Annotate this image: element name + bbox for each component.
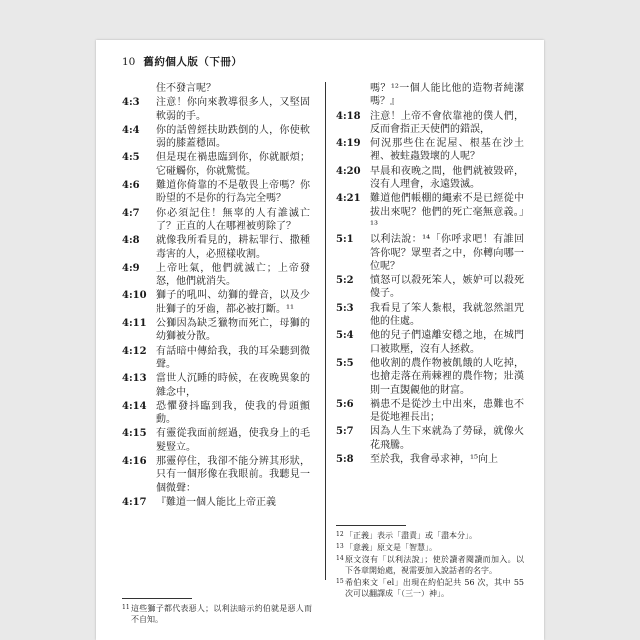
column-divider: [325, 82, 326, 580]
footnotes-left: [122, 603, 312, 626]
verse-reference: 4:14: [122, 400, 147, 412]
verse-reference: 5:3: [336, 302, 354, 314]
verse-reference: [336, 82, 370, 109]
verse: [336, 137, 524, 164]
verse-reference: 4:8: [122, 235, 140, 247]
footnote-number: 13: [336, 543, 344, 550]
verse: [336, 357, 524, 397]
verse: [336, 274, 524, 301]
verse-text: 因為人生下來就為了勞碌，就像火花飛騰。: [370, 426, 524, 451]
verse-text: 就像我所看見的，耕耘罪行、撒種毒害的人，必照樣收割。: [156, 235, 310, 260]
verse: [122, 372, 310, 399]
verse-text: 住不發言呢？: [156, 83, 216, 94]
footnote-number: 12: [336, 531, 344, 538]
verse-text: 公獅因為缺乏獵物而死亡，母獅的幼獅被分散。: [156, 318, 310, 343]
verse: [122, 179, 310, 206]
verse: [122, 345, 310, 372]
footnote: [122, 603, 312, 625]
book-title: 舊約個人版（下冊）: [143, 56, 243, 68]
verse-reference: 5:4: [336, 330, 354, 342]
footnote: [336, 554, 524, 576]
verse: [336, 453, 524, 466]
verse-text: 嗎？¹²一個人能比他的造物者純潔嗎？』: [370, 83, 524, 108]
verse: [122, 317, 310, 344]
verse-text: 我看見了笨人紮根，我就忽然詛咒他的住處。: [370, 302, 524, 328]
verse: [122, 427, 310, 454]
verse-text: 有靈從我面前經過，使我身上的毛髮豎立。: [156, 428, 310, 453]
book-page: [96, 40, 544, 640]
verse-text: 獅子的吼叫、幼獅的聲音，以及少壯獅子的牙齒，都必被打斷。¹¹: [156, 290, 310, 315]
footnote-text: 原文沒有「以利法說」；使於讀者閱讀而加入。以下各章開始處，視需要加入說話者的名字。: [345, 555, 524, 575]
verse-text: 他收割的農作物被飢餓的人吃掉，也搶走落在荊棘裡的農作物；壯漢則一直覬覦他的財富。: [370, 357, 524, 396]
footnotes-right: [336, 530, 524, 600]
verse: [122, 234, 310, 261]
verse: [336, 110, 524, 137]
footnote-text: 希伯來文「el」出現在約伯記共 56 次，其中 55 次可以翻譯成「（三一）神」。: [345, 578, 524, 598]
verse: [122, 207, 310, 234]
footnote-number: 14: [336, 555, 344, 562]
verse: [336, 192, 524, 232]
verse: [122, 151, 310, 178]
verse-reference: 5:2: [336, 275, 354, 287]
footnote-separator-left: [122, 598, 192, 599]
verse-reference: 4:5: [122, 152, 140, 164]
verse: [336, 398, 524, 425]
verse-reference: 4:13: [122, 373, 147, 385]
verse-text: 難道他們帳棚的繩索不是已經從中拔出來呢？他們的死亡毫無意義。」¹³: [370, 193, 524, 231]
verse-text: 禍患不是從沙土中出來，患難也不是從地裡長出；: [370, 398, 524, 424]
verse: [122, 496, 310, 509]
footnote: [336, 530, 524, 541]
verse-reference: 5:8: [336, 454, 354, 466]
verse: [122, 124, 310, 151]
verse-reference: 4:21: [336, 193, 361, 205]
verse-text: 以利法說：¹⁴「你呼求吧！有誰回答你呢？眾聖者之中，你轉向哪一位呢？: [370, 234, 524, 272]
verse-reference: 4:19: [336, 138, 361, 150]
verse-reference: 4:17: [122, 496, 147, 508]
footnote-separator-right: [336, 525, 406, 526]
verse-reference: 4:20: [336, 165, 361, 177]
verse-text: 注意！你向來教導很多人，又堅固軟弱的手。: [156, 97, 310, 122]
footnote-text: 「意義」原文是「智慧」。: [345, 543, 437, 552]
verse-text: 他的兒子們遠離安穩之地，在城門口被欺壓，沒有人拯救。: [370, 330, 524, 355]
verse-reference: 4:11: [122, 318, 147, 330]
running-header: [122, 53, 524, 71]
verse-text: 注意！上帝不會依靠祂的僕人們，反而會指正天使們的錯誤，: [370, 110, 524, 135]
verse-reference: 5:6: [336, 398, 354, 410]
verse-reference: 4:18: [336, 110, 361, 122]
right-text-column: [336, 82, 524, 467]
footnote: [336, 577, 524, 599]
verse: [122, 96, 310, 123]
verse-text: 上帝吐氣，他們就滅亡；上帝發怒，他們就消失。: [156, 262, 310, 288]
footnote-text: 這些獅子都代表惡人；以利法暗示約伯就是惡人而不自知。: [131, 604, 312, 624]
verse: [336, 82, 524, 109]
page-number: 10: [122, 56, 136, 68]
verse-text: 那靈停住，我卻不能分辨其形狀，只有一個形像在我眼前。我聽見一個微聲：: [156, 456, 310, 494]
verse-reference: 4:4: [122, 124, 140, 136]
verse-reference: [122, 82, 156, 95]
footnote: [336, 542, 524, 553]
verse-reference: 4:6: [122, 180, 140, 192]
verse: [122, 400, 310, 427]
verse-text: 你的話曾經扶助跌倒的人，你使軟弱的膝蓋穩固。: [156, 124, 310, 150]
verse-reference: 5:5: [336, 357, 354, 369]
verse: [122, 455, 310, 495]
verse-reference: 4:10: [122, 290, 147, 302]
verse-reference: 4:15: [122, 428, 147, 440]
verse-text: 至於我，我會尋求神，¹⁵向上: [370, 454, 499, 466]
verse-reference: 5:7: [336, 426, 354, 438]
footnote-number: 15: [336, 578, 344, 585]
verse-reference: 4:3: [122, 97, 140, 109]
verse: [336, 233, 524, 273]
verse-text: 有話暗中傳給我，我的耳朵聽到微聲。: [156, 345, 310, 370]
left-text-column: [122, 82, 310, 510]
verse-text: 早晨和夜晚之間，他們就被毀碎，沒有人理會，永遠毀滅。: [370, 165, 524, 191]
verse-text: 憤怒可以殺死笨人，嫉妒可以殺死傻子。: [370, 275, 524, 300]
verse-text: 當世人沉睡的時候，在夜晚異象的雜念中，: [156, 373, 310, 398]
verse-text: 何況那些住在泥屋、根基在沙土裡、被蛀蟲毀壞的人呢？: [370, 138, 524, 163]
verse: [122, 289, 310, 316]
verse-text: 你必須記住！無辜的人有誰滅亡了？正直的人在哪裡被剪除了？: [156, 207, 310, 232]
verse: [122, 262, 310, 289]
verse-text: 但是現在禍患臨到你，你就厭煩；它碰觸你，你就驚慌。: [156, 152, 310, 177]
footnote-text: 「正義」表示「盡責」或「盡本分」。: [345, 531, 477, 540]
verse-reference: 4:9: [122, 262, 140, 274]
verse-text: 『難道一個人能比上帝正義: [156, 496, 276, 508]
verse: [336, 165, 524, 192]
verse-reference: 4:12: [122, 345, 147, 357]
verse: [336, 425, 524, 452]
verse-reference: 4:7: [122, 207, 140, 219]
verse: [336, 302, 524, 329]
verse: [336, 329, 524, 356]
verse-reference: 4:16: [122, 456, 147, 468]
footnote-number: 11: [122, 604, 130, 611]
verse-reference: 5:1: [336, 234, 354, 246]
verse: [122, 82, 310, 95]
verse-text: 恐懼發抖臨到我，使我的骨頭顫動。: [156, 400, 310, 426]
verse-text: 難道你倚靠的不是敬畏上帝嗎？你盼望的不是你的行為完全嗎？: [156, 180, 310, 205]
